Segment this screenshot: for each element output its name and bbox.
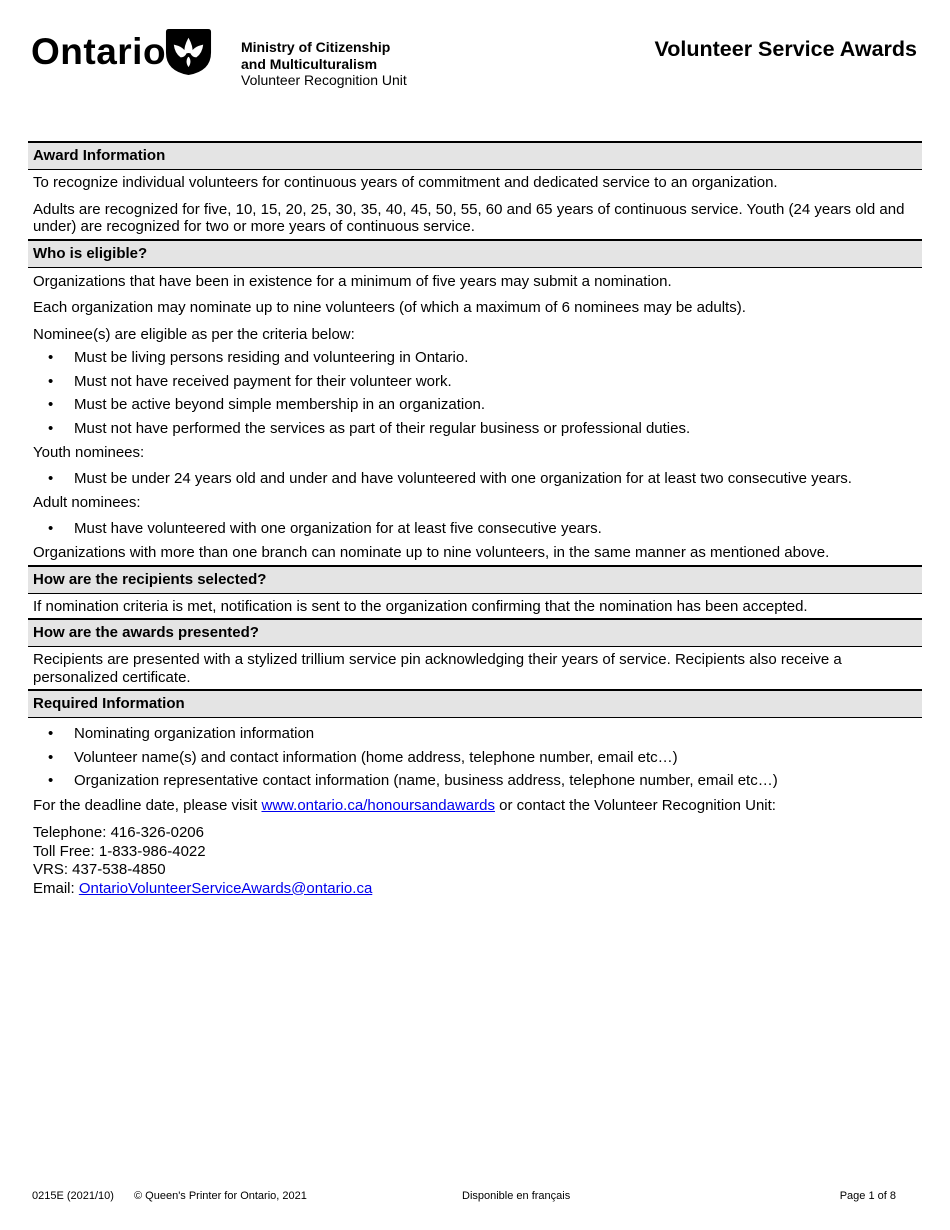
- ministry-line-2: and Multiculturalism: [241, 55, 378, 72]
- presented-p1: Recipients are presented with a stylized trillium service pin acknowledging their years of service. Recipients also receive a personalized certificate.: [33, 651, 842, 686]
- deadline-text-before: For the deadline date, please visit: [33, 796, 262, 814]
- vrs-line: VRS: 437-538-4850: [33, 861, 166, 878]
- award-info-p2: Adults are recognized for five, 10, 15, 20, 25, 30, 35, 40, 45, 50, 55, 60 and 65 years of continuous service. Youth (24 years old and under) are recognized for two or more years of continuous service.: [33, 200, 905, 235]
- list-item: • Must have volunteered with one organization for at least five consecutive years.: [28, 520, 922, 538]
- page-number: Page 1 of 8: [839, 1190, 896, 1202]
- email-label: Email:: [33, 879, 79, 897]
- email-line: [33, 880, 917, 899]
- eligible-p4: Organizations with more than one branch can nominate up to nine volunteers, in the same manner as mentioned above.: [33, 544, 830, 561]
- eligibility-criteria-list: [28, 349, 922, 437]
- adult-criteria-list: [28, 520, 922, 538]
- list-item: • Must not have performed the services as part of their regular business or professional duties.: [28, 420, 922, 438]
- list-item: • Must be active beyond simple membership in an organization.: [28, 396, 922, 414]
- award-information-heading: Award Information: [28, 141, 922, 170]
- form-content: [28, 141, 922, 898]
- eligible-p1: Organizations that have been in existence for a minimum of five years may submit a nomination.: [33, 272, 672, 290]
- selected-p1: If nomination criteria is met, notification is sent to the organization confirming that the nomination has been accepted.: [33, 597, 808, 615]
- list-item: • Nominating organization information: [28, 725, 922, 743]
- adult-nominees-label: Adult nominees:: [33, 494, 141, 511]
- french-availability: Disponible en français: [462, 1190, 571, 1202]
- eligible-p3: Nominee(s) are eligible as per the criteria below:: [33, 325, 355, 343]
- document-title: Volunteer Service Awards: [654, 37, 917, 61]
- form-id: 0215E (2021/10): [32, 1190, 114, 1202]
- copyright: © Queen's Printer for Ontario, 2021: [134, 1190, 307, 1202]
- recipients-selected-heading: How are the recipients selected?: [28, 565, 922, 594]
- required-information-heading: Required Information: [28, 689, 922, 718]
- unit-name: Volunteer Recognition Unit: [241, 72, 407, 88]
- ministry-line-1: Ministry of Citizenship: [241, 39, 391, 55]
- list-item: • Must be living persons residing and volunteering in Ontario.: [28, 349, 922, 367]
- honours-awards-link[interactable]: www.ontario.ca/honoursandawards: [261, 796, 495, 814]
- deadline-paragraph: [28, 797, 922, 815]
- contact-block: [28, 824, 922, 898]
- youth-criteria-list: [28, 470, 922, 488]
- list-item: • Must not have received payment for their volunteer work.: [28, 373, 922, 391]
- list-item: • Organization representative contact information (name, business address, telephone number, email etc…): [28, 772, 922, 790]
- youth-nominees-label: Youth nominees:: [33, 444, 145, 461]
- deadline-text-after: or contact the Volunteer Recognition Unit:: [494, 796, 776, 814]
- ministry-block: [241, 39, 407, 89]
- list-item: • Must be under 24 years old and under and have volunteered with one organization for at least two consecutive years.: [28, 470, 922, 488]
- telephone-line: Telephone: 416-326-0206: [33, 824, 204, 841]
- ontario-logo-text: Ontario: [31, 31, 167, 72]
- trillium-logo-icon: [164, 27, 213, 76]
- award-info-p1: To recognize individual volunteers for continuous years of commitment and dedicated service to an organization.: [33, 174, 778, 191]
- required-info-list: [28, 725, 922, 790]
- email-link[interactable]: OntarioVolunteerServiceAwards@ontario.ca: [78, 879, 373, 897]
- awards-presented-heading: How are the awards presented?: [28, 618, 922, 647]
- eligible-p2: Each organization may nominate up to nine volunteers (of which a maximum of 6 nominees may be adults).: [33, 299, 746, 316]
- who-is-eligible-heading: Who is eligible?: [28, 239, 922, 268]
- list-item: • Volunteer name(s) and contact information (home address, telephone number, email etc…): [28, 749, 922, 767]
- tollfree-line: Toll Free: 1-833-986-4022: [33, 842, 206, 860]
